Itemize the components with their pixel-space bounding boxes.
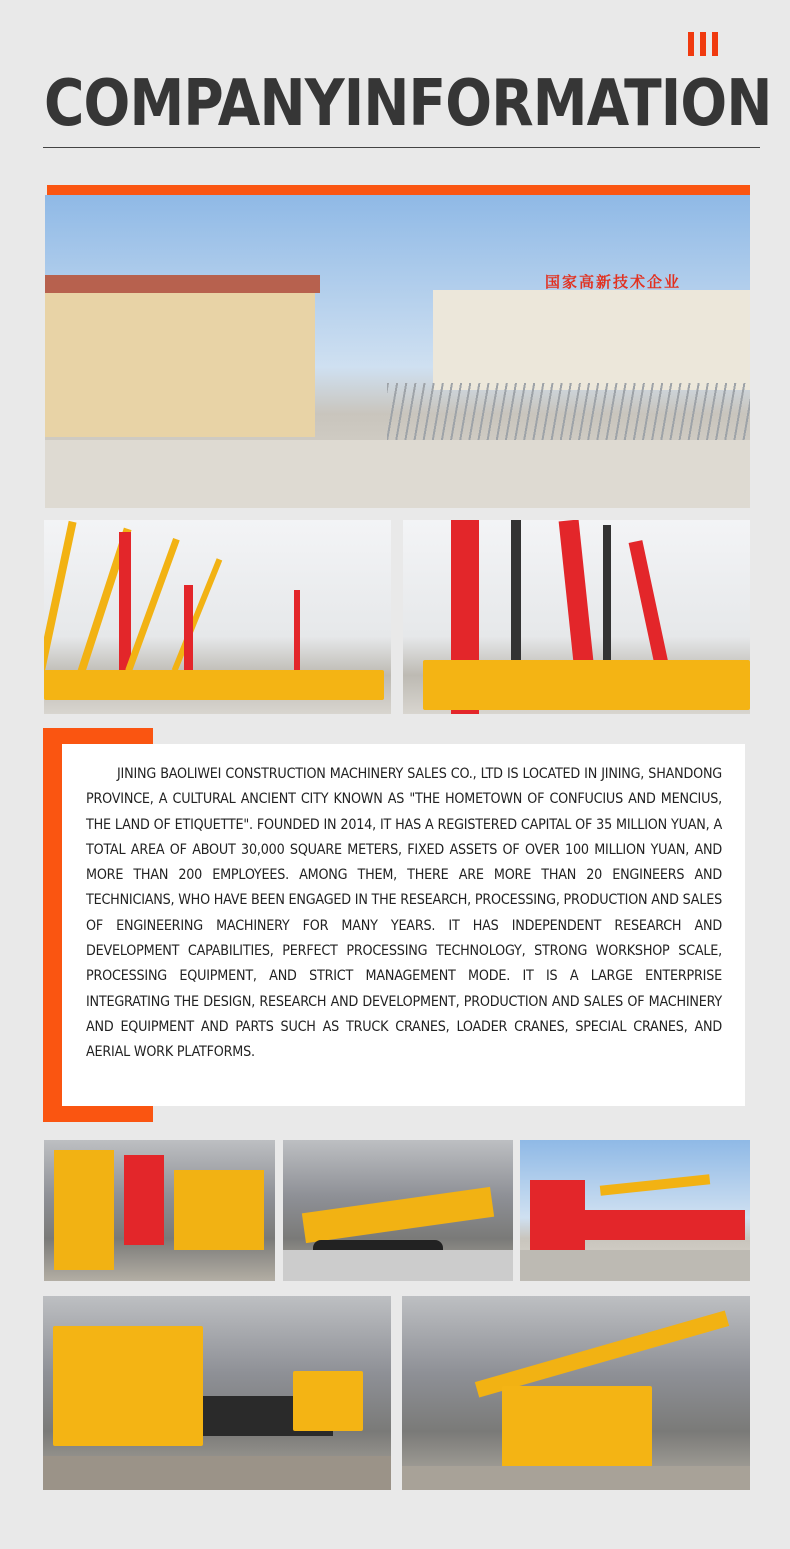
crawler-aerial-platform-photo [283,1140,513,1281]
company-description: JINING BAOLIWEI CONSTRUCTION MACHINERY SALES CO., LTD IS LOCATED IN JINING, SHANDONG PROVINCE, A CULTURAL ANCIENT CITY KNOWN AS "THE HOMETOWN OF CONFUCIUS AND MENCIUS, THE LAND OF ETIQUETTE". FOUNDED IN 2014, IT HAS A REGISTERED CAPITAL OF 35 MILLION YUAN, A TOTAL AREA OF ABOUT 30,000 SQUARE METERS, FIXED ASSETS OF OVER 100 MILLION YUAN, AND MORE THAN 200 EMPLOYEES. AMONG THEM, THERE ARE MORE THAN 20 ENGINEERS AND TECHNICIANS, WHO HAVE BEEN ENGAGED IN THE RESEARCH, PROCESSING, PRODUCTION AND SALES OF ENGINEERING MACHINERY FOR MANY YEARS. IT HAS INDEPENDENT RESEARCH AND DEVELOPMENT CAPABILITIES, PERFECT PROCESSING TECHNOLOGY, STRONG WORKSHOP SCALE, PROCESSING EQUIPMENT, AND STRICT MANAGEMENT MODE. IT IS A LARGE ENTERPRISE INTEGRATING THE DESIGN, RESEARCH AND DEVELOPMENT, PRODUCTION AND SALES OF MACHINERY AND EQUIPMENT AND PARTS SUCH AS TRUCK CRANES, LOADER CRANES, SPECIAL CRANES, AND AERIAL WORK PLATFORMS. [86,766,722,1061]
truck-crane-workshop-photo [402,1296,750,1490]
decorative-bars-icon [688,32,724,56]
aerial-platform-trucks-photo [403,520,750,714]
title-divider [43,147,760,148]
accent-bar [47,185,750,195]
truck-mounted-crane-photo [520,1140,750,1281]
driveway [45,440,750,508]
truck-chassis-workshop-photo [43,1296,391,1490]
guard-house-roof [45,275,320,293]
company-description-card [62,744,745,1106]
loader-cranes-workshop-photo [44,1140,275,1281]
company-gate-photo [45,195,750,508]
page-title: COMPANYINFORMATION [44,67,772,141]
guard-house [45,287,315,437]
boom-trucks-row-photo [44,520,391,714]
building-sign: 国家高新技术企业 [545,274,682,291]
office-building [433,290,750,390]
